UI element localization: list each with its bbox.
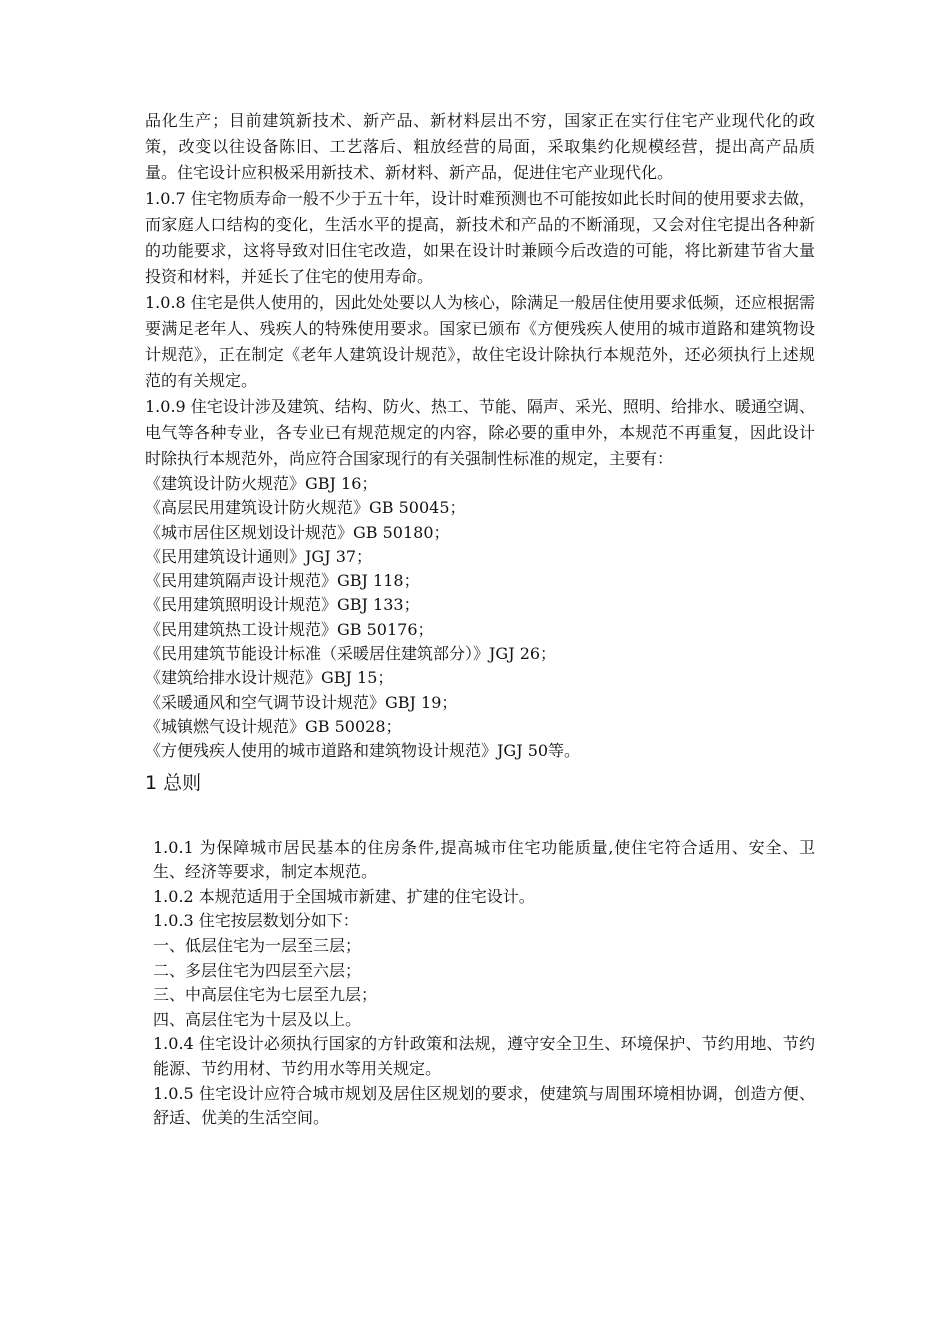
clause-1-0-5: 1.0.5 住宅设计应符合城市规划及居住区规划的要求，使建筑与周围环境相协调，创造方便、舒适、优美的生活空间。 (153, 1083, 815, 1128)
clause-item-mid-high-rise: 三、中高层住宅为七层至九层； (153, 985, 378, 1005)
standard-item: 《建筑给排水设计规范》GBJ 15； (145, 668, 394, 688)
standard-item: 《民用建筑设计通则》JGJ 37； (145, 546, 373, 566)
standard-item: 《建筑设计防火规范》GBJ 16； (145, 474, 378, 493)
chapter-title: 1 总则 (145, 771, 202, 794)
clause-item-high-rise: 四、高层住宅为十层及以上。 (153, 1009, 362, 1029)
standard-item: 《民用建筑隔声设计规范》GBJ 118； (145, 571, 420, 591)
paragraph-1-0-8: 1.0.8 住宅是供人使用的，因此处处要以人为核心，除满足一般居住使用要求低频，还应根据需要满足老年人、残疾人的特殊使用要求。国家已颁布《方便残疾人使用的城市道路和建筑物设计规范》，正在制定《老年人建筑设计规范》，故住宅设计除执行本规范外，还必须执行上述规范的有关规定。 (145, 293, 815, 390)
standards-list (145, 472, 815, 764)
standard-item: 《方便残疾人使用的城市道路和建筑物设计规范》JGJ 50等。 (145, 741, 581, 761)
clause-1-0-1: 1.0.1 为保障城市居民基本的住房条件,提高城市住宅功能质量,使住宅符合适用、安全、卫生、经济等要求，制定本规范。 (153, 837, 815, 882)
paragraph-1-0-7: 1.0.7 住宅物质寿命一般不少于五十年，设计时难预测也不可能按如此长时间的使用要求去做，而家庭人口结构的变化，生活水平的提高，新技术和产品的不断涌现，又会对住宅提出各种新的功能要求，这将导致对旧住宅改造，如果在设计时兼顾今后改造的可能，将比新建节省大量投资和材料，并延长了住宅的使用寿命。 (145, 189, 815, 286)
chapter-body (145, 836, 815, 1131)
previous-section (145, 108, 815, 764)
clause-item-multi-storey: 二、多层住宅为四层至六层； (153, 960, 362, 980)
clause-item-low-rise: 一、低层住宅为一层至三层； (153, 935, 362, 955)
standard-item: 《民用建筑节能设计标准（采暖居住建筑部分）》JGJ 26； (145, 644, 557, 664)
standard-item: 《民用建筑照明设计规范》GBJ 133； (145, 595, 420, 615)
standard-item: 《民用建筑热工设计规范》GB 50176； (145, 619, 434, 639)
clause-1-0-3: 1.0.3 住宅按层数划分如下： (153, 911, 359, 931)
document-page (145, 108, 815, 1131)
paragraph-1-0-9: 1.0.9 住宅设计涉及建筑、结构、防火、热工、节能、隔声、采光、照明、给排水、暖通空调、电气等各种专业，各专业已有规范规定的内容，除必要的重申外，本规范不再重复，因此设计时除执行本规范外，尚应符合国家现行的有关强制性标准的规定，主要有： (145, 397, 815, 468)
clause-1-0-4: 1.0.4 住宅设计必须执行国家的方针政策和法规，遵守安全卫生、环境保护、节约用地、节约能源、节约用材、节约用水等用关规定。 (153, 1034, 815, 1078)
clause-1-0-2: 1.0.2 本规范适用于全国城市新建、扩建的住宅设计。 (153, 886, 535, 906)
standard-item: 《城市居住区规划设计规范》GB 50180； (145, 522, 450, 542)
standard-item: 《高层民用建筑设计防火规范》GB 50045； (145, 498, 466, 518)
standard-item: 《城镇燃气设计规范》GB 50028； (145, 716, 402, 736)
paragraph-continuation: 品化生产；目前建筑新技术、新产品、新材料层出不穷，国家正在实行住宅产业现代化的政策，改变以往设备陈旧、工艺落后、粗放经营的局面，采取集约化规模经营，提出高产品质量。住宅设计应积极采用新技术、新材料、新产品，促进住宅产业现代化。 (145, 111, 815, 182)
standard-item: 《采暖通风和空气调节设计规范》GBJ 19； (145, 692, 458, 712)
